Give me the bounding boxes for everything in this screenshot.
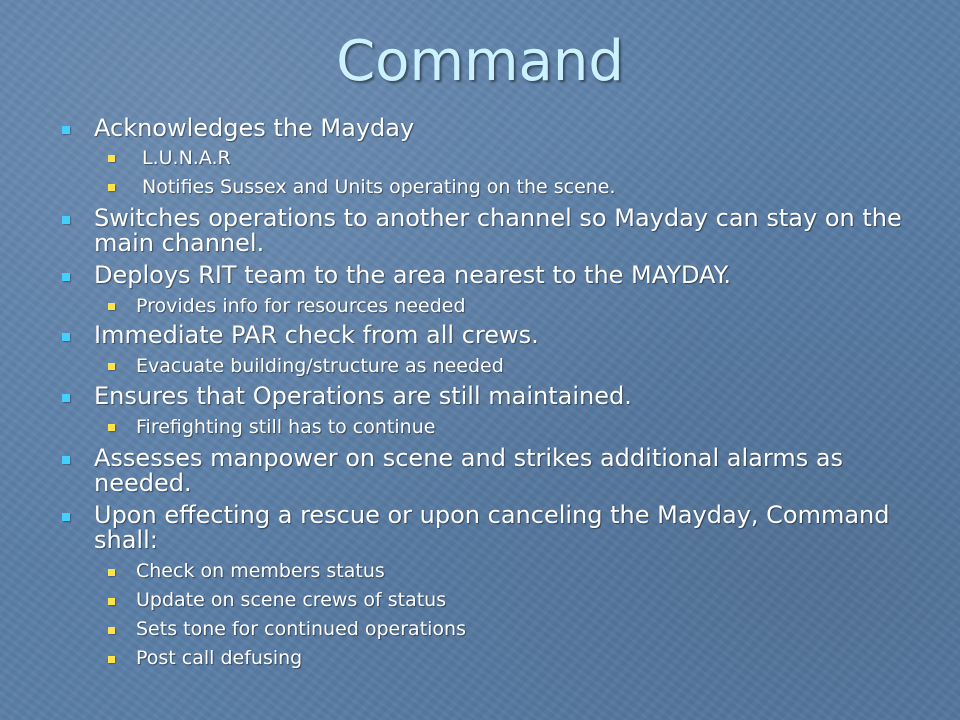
bullet-icon [108, 656, 115, 663]
bullet-icon [108, 569, 115, 576]
sub-list-item: Firefighting still has to continue [136, 416, 436, 438]
list-item: Switches operations to another channel so Mayday can stay on the main channel. [94, 204, 902, 257]
sub-list-item: Update on scene crews of status [136, 589, 447, 611]
list-item: Acknowledges the Mayday [94, 114, 415, 142]
list-item: Assesses manpower on scene and strikes additional alarms as needed. [94, 444, 844, 497]
list-item: Upon effecting a rescue or upon canceling the Mayday, Command shall: [94, 501, 890, 554]
list-item: Deploys RIT team to the area nearest to the MAYDAY. [94, 261, 732, 289]
bullet-icon [108, 627, 115, 634]
sub-list-item: Post call defusing [136, 647, 303, 669]
sub-list-item: Evacuate building/structure as needed [136, 355, 504, 377]
slide-title: Command [336, 29, 624, 94]
sub-list-item: Notifies Sussex and Units operating on the scene. [142, 176, 616, 198]
sub-list-item: L.U.N.A.R [142, 147, 231, 169]
sub-list-item: Sets tone for continued operations [136, 618, 466, 640]
bullet-icon [62, 333, 70, 341]
sub-list-item: Check on members status [136, 560, 385, 582]
bullet-icon [62, 456, 70, 464]
bullet-icon [62, 216, 70, 224]
bullet-icon [108, 424, 115, 431]
bullet-icon [108, 363, 115, 370]
bullet-icon [108, 303, 115, 310]
sub-list-item: Provides info for resources needed [136, 295, 466, 317]
bullet-icon [62, 126, 70, 134]
bullet-icon [62, 394, 70, 402]
bullet-icon [62, 513, 70, 521]
list-item: Ensures that Operations are still maintained. [94, 382, 632, 410]
bullet-icon [108, 184, 115, 191]
bullet-icon [108, 598, 115, 605]
bullet-icon [108, 155, 115, 162]
list-item: Immediate PAR check from all crews. [94, 321, 539, 349]
bullet-icon [62, 273, 70, 281]
